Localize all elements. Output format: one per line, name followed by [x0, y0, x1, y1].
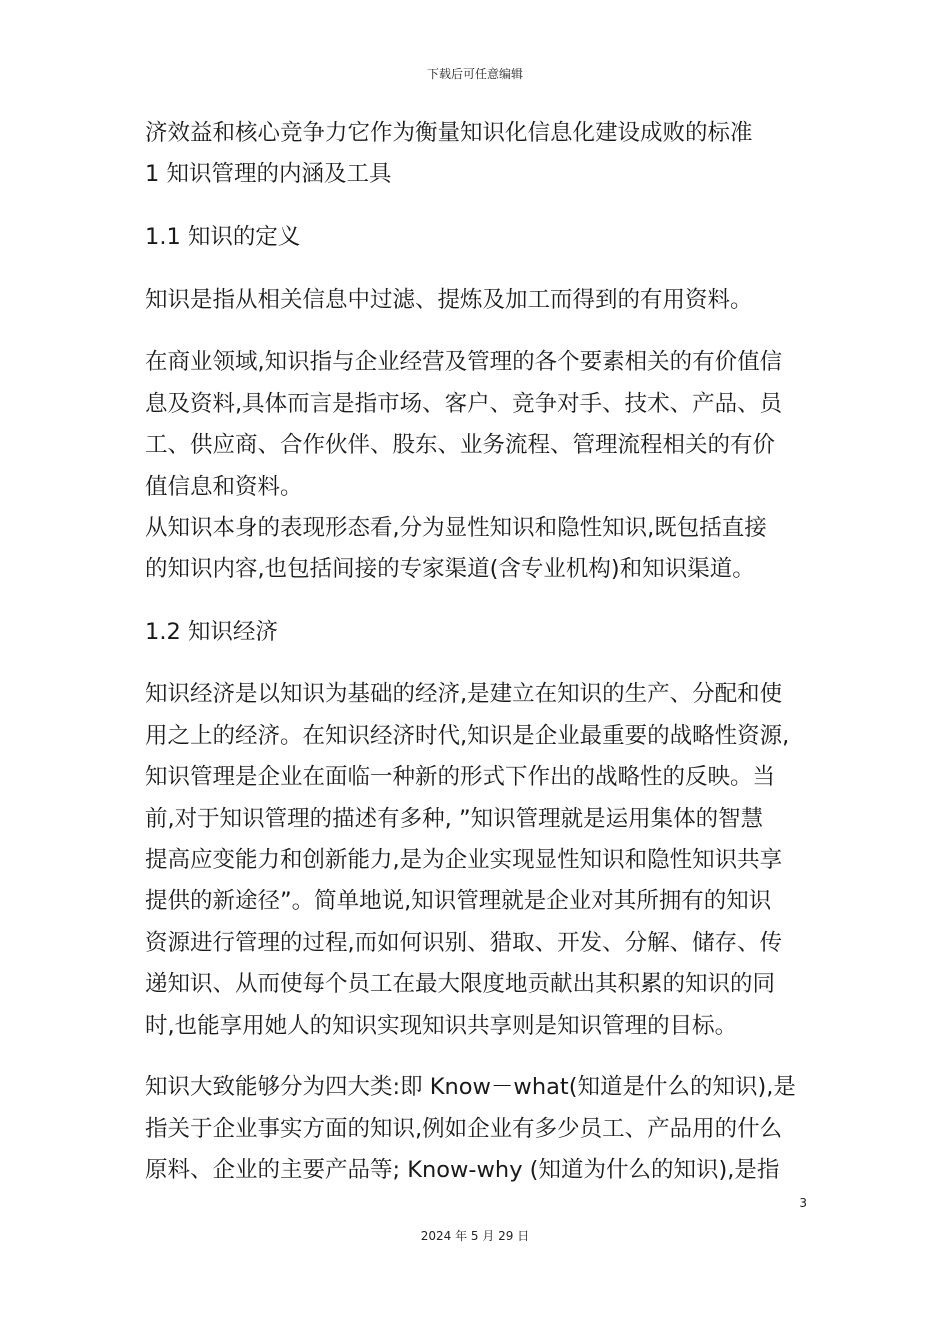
- body-line: 济效益和核心竞争力它作为衡量知识化信息化建设成败的标准: [145, 120, 753, 146]
- page-number: 3: [799, 1196, 807, 1210]
- body-line: 递知识、从而使每个员工在最大限度地贡献出其积累的知识的同: [145, 971, 776, 997]
- body-line: 的知识内容,也包括间接的专家渠道(含专业机构)和知识渠道。: [145, 556, 755, 582]
- subsection-heading: 1.2 知识经济: [145, 619, 278, 645]
- body-line: 工、供应商、合作伙伴、股东、业务流程、管理流程相关的有价: [145, 432, 776, 458]
- section-heading: 1 知识管理的内涵及工具: [145, 161, 392, 187]
- body-line: 资源进行管理的过程,而如何识别、猎取、开发、分解、储存、传: [145, 930, 783, 956]
- body-line: 提高应变能力和创新能力,是为企业实现显性知识和隐性知识共享: [145, 847, 783, 873]
- page-header: 下载后可任意编辑: [426, 67, 523, 81]
- body-line: 前,对于知识管理的描述有多种, ”知识管理就是运用集体的智慧: [145, 806, 764, 832]
- body-line: 知识经济是以知识为基础的经济,是建立在知识的生产、分配和使: [145, 681, 783, 707]
- body-line: 提供的新途径”。简单地说,知识管理就是企业对其所拥有的知识: [145, 888, 772, 914]
- body-line: 息及资料,具体而言是指市场、客户、竞争对手、技术、产品、员: [145, 391, 783, 417]
- body-line: 在商业领域,知识指与企业经营及管理的各个要素相关的有价值信: [145, 349, 783, 375]
- body-line: 知识管理是企业在面临一种新的形式下作出的战略性的反映。当: [145, 764, 776, 790]
- subsection-heading: 1.1 知识的定义: [145, 224, 301, 250]
- body-line: 值信息和资料。: [145, 474, 303, 500]
- body-line: 指关于企业事实方面的知识,例如企业有多少员工、产品用的什么: [145, 1116, 783, 1142]
- body-line: 原料、企业的主要产品等; Know-why (知道为什么的知识),是指: [145, 1157, 780, 1183]
- body-line: 知识大致能够分为四大类:即 Know－what(知道是什么的知识),是: [145, 1074, 796, 1100]
- page-footer-date: 2024 年 5 月 29 日: [420, 1229, 530, 1243]
- body-line: 知识是指从相关信息中过滤、提炼及加工而得到的有用资料。: [145, 287, 753, 313]
- body-line: 从知识本身的表现形态看,分为显性知识和隐性知识,既包括直接: [145, 515, 767, 541]
- body-line: 时,也能享用她人的知识实现知识共享则是知识管理的目标。: [145, 1013, 738, 1039]
- body-line: 用之上的经济。在知识经济时代,知识是企业最重要的战略性资源,: [145, 723, 790, 749]
